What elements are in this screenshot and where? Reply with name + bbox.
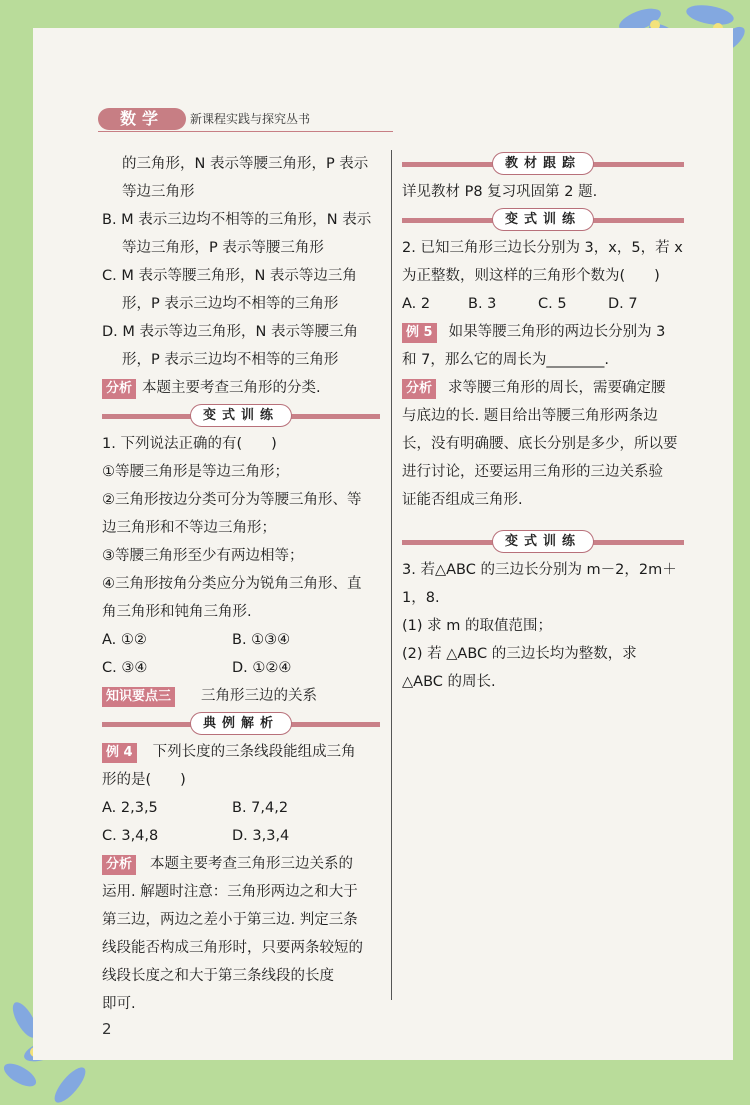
analysis-3-line-5: 证能否组成三角形. [402,492,523,508]
section-bar-variant-training-2 [402,206,684,234]
ex4-option-a: A. 2,3,5 [102,800,158,816]
ex4-option-b: B. 7,4,2 [232,800,289,816]
section-label: 典例解析 [190,712,292,735]
section-bar-variant-training [102,402,380,430]
analysis-badge: 分析 [102,855,136,875]
q1-options-row-1 [102,626,380,654]
analysis-2-line-4: 线段能否构成三角形时，只要两条较短的 [102,940,363,956]
question-3-line-1: 3. 若△ABC 的三边长分别为 m－2，2m＋ [402,562,677,578]
subject-tag: 数学 [98,108,186,130]
analysis-badge: 分析 [102,379,136,399]
option-d-line-2: 形，P 表示三边均不相等的三角形 [122,352,339,368]
question-3-line-2: 1，8. [402,590,440,606]
series-title: 新课程实践与探究丛书 [190,112,311,126]
example-4-text: 下列长度的三条线段能组成三角 [152,744,356,760]
option-a-continuation-2: 等边三角形 [122,184,195,200]
option-a-continuation: 的三角形，N 表示等腰三角形，P 表示 [122,156,369,172]
analysis-3-line-3: 长，没有明确腰、底长分别是多少，所以要 [402,436,678,452]
example-5-line-2: 和 7，那么它的周长为________. [402,352,609,368]
statement-2b: 边三角形和不等边三角形； [102,520,276,536]
analysis-3-line-1 [402,374,684,402]
section-bar-worked-examples [102,710,380,738]
option-b-line-2: 等边三角形，P 表示等腰三角形 [122,240,324,256]
textbook-reference: 详见教材 P8 复习巩固第 2 题. [402,184,598,200]
section-bar-variant-training-3 [402,528,684,556]
example-badge: 例 4 [102,743,137,763]
left-column [102,150,380,1018]
q1-option-b: B. ①③④ [232,632,291,648]
analysis-badge: 分析 [402,379,436,399]
ex4-options-row-1 [102,794,380,822]
ex4-option-c: C. 3,4,8 [102,828,159,844]
section-label: 变式训练 [492,208,594,231]
analysis-2-line-3: 第三边，两边之差小于第三边. 判定三条 [102,912,358,928]
option-b-line-1: B. M 表示三边均不相等的三角形，N 表示 [102,212,372,228]
example-5-text: 如果等腰三角形的两边长分别为 3 [448,324,666,340]
analysis-2-line-1 [102,850,380,878]
option-c-line-1: C. M 表示等腰三角形，N 表示等边三角 [102,268,357,284]
question-2-line-1: 2. 已知三角形三边长分别为 3，x，5，若 x [402,240,683,256]
analysis-2-line-6: 即可. [102,996,136,1012]
q2-options [402,290,684,318]
key-point-text: 三角形三边的关系 [201,688,318,704]
q1-option-d: D. ①②④ [232,660,292,676]
example-5-line-1 [402,318,684,346]
analysis-3-text: 求等腰三角形的周长，需要确定腰 [448,380,666,396]
question-3-part-2a: (2) 若 △ABC 的三边长均为整数，求 [402,646,637,662]
example-badge: 例 5 [402,323,437,343]
q2-option-d: D. 7 [608,296,638,312]
q2-option-c: C. 5 [538,296,567,312]
statement-4b: 角三角形和钝角三角形. [102,604,252,620]
ex4-options-row-2 [102,822,380,850]
q2-option-a: A. 2 [402,296,431,312]
analysis-2-line-2: 运用. 解题时注意：三角形两边之和大于 [102,884,358,900]
statement-2a: ②三角形按边分类可分为等腰三角形、等 [102,492,362,508]
question-3-part-2b: △ABC 的周长. [402,674,496,690]
analysis-2-text: 本题主要考查三角形三边关系的 [150,856,354,872]
section-label: 教材跟踪 [492,152,594,175]
analysis-2-line-5: 线段长度之和大于第三条线段的长度 [102,968,334,984]
example-4-line-2: 形的是( ) [102,772,186,788]
analysis-3-line-2: 与底边的长. 题目给出等腰三角形两条边 [402,408,658,424]
question-2-line-2: 为正整数，则这样的三角形个数为( ) [402,268,660,284]
section-bar-textbook-tracking [402,150,684,178]
right-column [402,150,684,696]
header-underline [98,131,393,132]
statement-4a: ④三角形按角分类应分为锐角三角形、直 [102,576,362,592]
statement-1: ①等腰三角形是等边三角形； [102,464,289,480]
analysis-3-line-4: 进行讨论，还要运用三角形的三边关系验 [402,464,663,480]
question-3-part-1: (1) 求 m 的取值范围； [402,618,552,634]
statement-3: ③等腰三角形至少有两边相等； [102,548,304,564]
key-point-badge: 知识要点三 [102,687,175,707]
ex4-option-d: D. 3,3,4 [232,828,290,844]
analysis-1 [102,374,380,402]
example-4-line-1 [102,738,380,766]
option-c-line-2: 形，P 表示三边均不相等的三角形 [122,296,339,312]
q1-option-c: C. ③④ [102,660,148,676]
q2-option-b: B. 3 [468,296,497,312]
section-label: 变式训练 [190,404,292,427]
analysis-text: 本题主要考查三角形的分类. [142,380,321,396]
column-divider [391,150,392,1000]
question-1: 1. 下列说法正确的有( ) [102,436,277,452]
key-point-3 [102,682,380,710]
q1-option-a: A. ①② [102,632,147,648]
section-label: 变式训练 [492,530,594,553]
q1-options-row-2 [102,654,380,682]
page-number: 2 [102,1020,112,1038]
option-d-line-1: D. M 表示等边三角形，N 表示等腰三角 [102,324,358,340]
